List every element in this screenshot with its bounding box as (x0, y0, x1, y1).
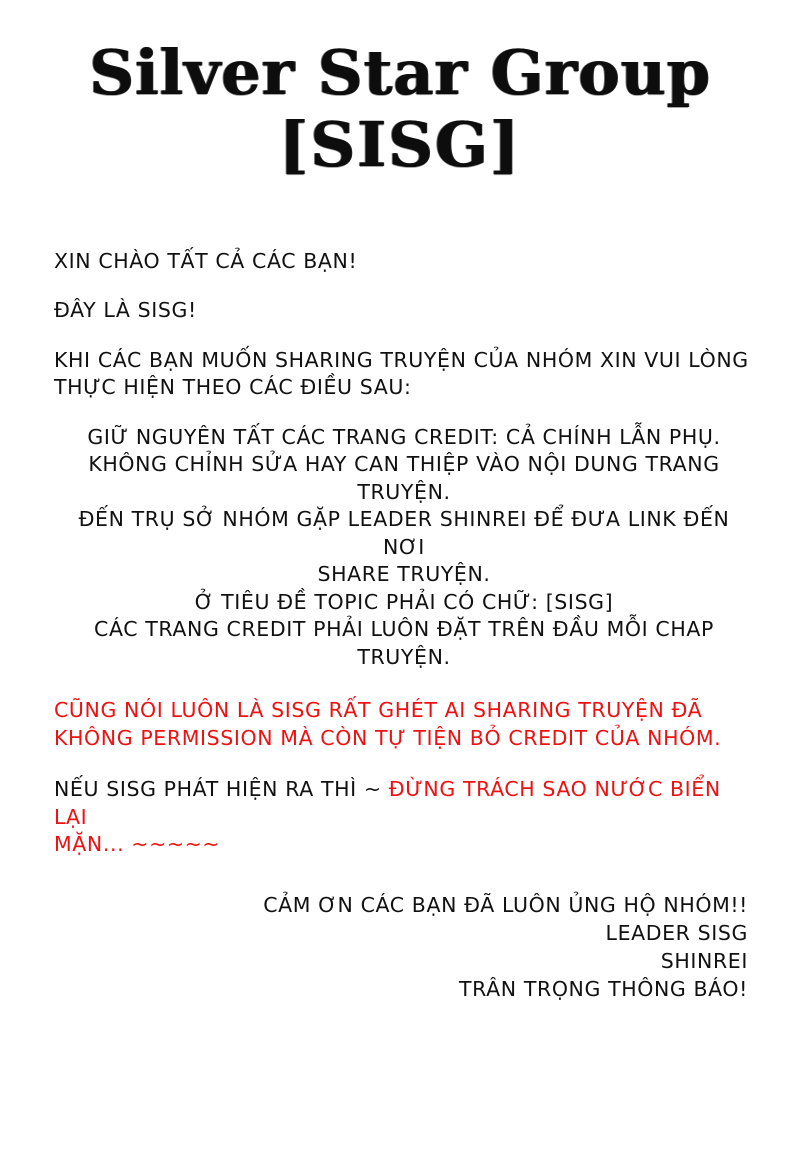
rule-line: KHÔNG CHỈNH SỬA HAY CAN THIỆP VÀO NỘI DUNG TRANG (88, 452, 720, 477)
consequence-red-2: MẶN... ~~~~~ (54, 831, 221, 856)
rule-line: CÁC TRANG CREDIT PHẢI LUÔN ĐẶT TRÊN ĐẦU MỖI CHAP (94, 617, 714, 642)
group-title (0, 36, 800, 182)
warning-line-1: CŨNG NÓI LUÔN LÀ SISG RẤT GHÉT AI SHARING TRUYỆN ĐÃ (54, 698, 703, 723)
announcement-body (54, 248, 754, 1004)
instruction-line-1: KHI CÁC BẠN MUỐN SHARING TRUYỆN CỦA NHÓM XIN VUI LÒNG (54, 347, 749, 372)
instruction-line-2: THỰC HIỆN THEO CÁC ĐIỀU SAU: (54, 375, 412, 400)
consequence-first-line (54, 776, 754, 831)
consequence-red-1: ĐỪNG TRÁCH SAO NƯỚC BIỂN LẠI (54, 777, 721, 829)
signature-closing: TRÂN TRỌNG THÔNG BÁO! (459, 977, 748, 1002)
title-line-2: [SISG] (278, 108, 522, 182)
rule-line: ĐẾN TRỤ SỞ NHÓM GẶP LEADER SHINREI ĐỂ ĐƯA LINK ĐẾN NƠI (78, 507, 730, 559)
signature-leader: LEADER SISG (605, 921, 748, 946)
consequence-prefix: NẾU SISG PHÁT HIỆN RA THÌ ~ (54, 777, 389, 802)
warning-line-2: KHÔNG PERMISSION MÀ CÒN TỰ TIỆN BỎ CREDIT CỦA NHÓM. (54, 725, 722, 750)
intro-text: ĐÂY LÀ SISG! (54, 298, 197, 323)
rule-line: GIỮ NGUYÊN TẤT CÁC TRANG CREDIT: CẢ CHÍNH LẪN PHỤ. (87, 424, 721, 449)
warning-text (54, 697, 754, 752)
consequence-text (54, 776, 754, 858)
rule-line: TRUYỆN. (357, 479, 451, 504)
rule-line: Ở TIÊU ĐỀ TOPIC PHẢI CÓ CHỮ: [SISG] (194, 589, 614, 614)
signature-block (54, 892, 754, 1004)
rule-line: TRUYỆN. (357, 644, 451, 669)
rule-line: SHARE TRUYỆN. (317, 562, 491, 587)
rules-list (54, 424, 754, 671)
signature-name: SHINREI (660, 949, 748, 974)
greeting-text: XIN CHÀO TẤT CẢ CÁC BẠN! (54, 249, 358, 273)
title-line-1: Silver Star Group (89, 36, 711, 109)
signature-thanks: CẢM ƠN CÁC BẠN ĐÃ LUÔN ỦNG HỘ NHÓM!! (263, 893, 748, 918)
